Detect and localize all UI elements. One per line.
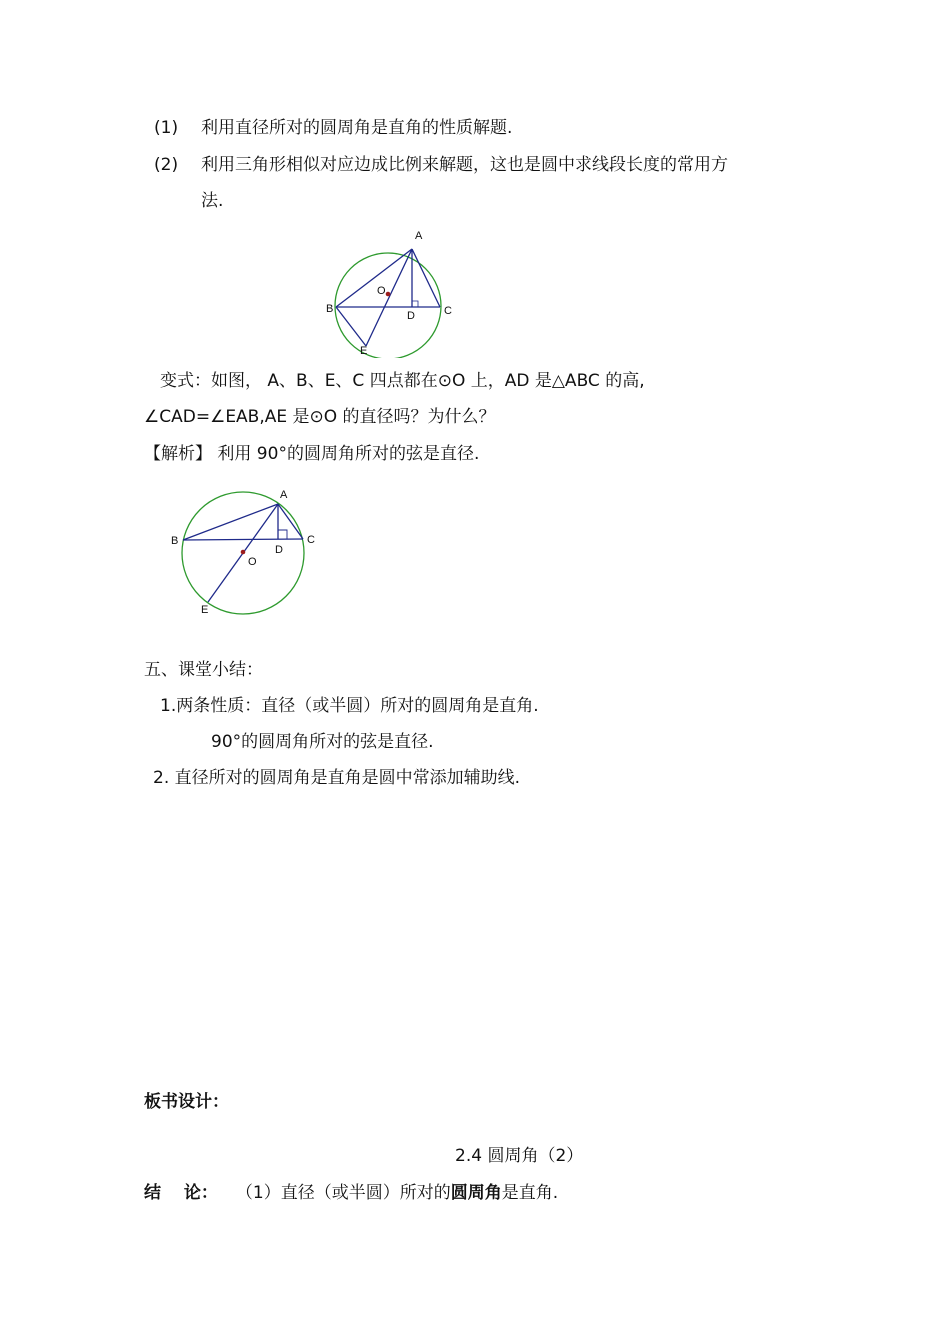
conclusion-text-post: 是直角.: [501, 1183, 559, 1203]
variant-line-2: ∠CAD=∠EAB,AE 是⊙O 的直径吗？为什么？: [144, 407, 496, 427]
board-title: 2.4 圆周角（2）: [455, 1146, 584, 1166]
summary-item-1: 1.两条性质：直径（或半圆）所对的圆周角是直角.: [160, 696, 539, 716]
label-o: O: [248, 556, 257, 568]
point-1-text: 利用直径所对的圆周角是直角的性质解题.: [201, 118, 513, 138]
summary-item-1-continuation: 90°的圆周角所对的弦是直径.: [211, 732, 434, 752]
segment-bc: [183, 539, 303, 540]
label-b: B: [171, 535, 179, 547]
summary-item-2: 2. 直径所对的圆周角是直角是圆中常添加辅助线.: [153, 768, 521, 788]
label-e: E: [201, 604, 209, 616]
label-a: A: [415, 230, 423, 242]
label-d: D: [275, 544, 283, 556]
conclusion-text-pre: （1）直径（或半圆）所对的: [235, 1183, 451, 1203]
point-2-continuation: 法.: [201, 191, 224, 211]
right-angle-mark: [412, 301, 418, 307]
segment-ab: [336, 249, 412, 307]
center-dot: [386, 292, 391, 297]
label-c: C: [444, 305, 452, 317]
segment-ae: [366, 249, 412, 346]
center-dot: [241, 550, 246, 555]
point-1-number: (1): [154, 118, 179, 138]
right-angle-mark: [278, 530, 287, 539]
label-d: D: [407, 310, 415, 322]
point-2-text: 利用三角形相似对应边成比例来解题，这也是圆中求线段长度的常用方: [201, 155, 728, 175]
segment-ab: [183, 504, 278, 540]
segment-be: [336, 307, 366, 346]
variant-line-1: 变式：如图， A、B、E、C 四点都在⊙O 上，AD 是△ABC 的高,: [160, 371, 645, 391]
summary-heading: 五、课堂小结：: [144, 660, 263, 680]
label-a: A: [280, 489, 288, 501]
conclusion-text-bold: 圆周角: [450, 1183, 502, 1203]
label-e: E: [360, 345, 368, 357]
circle-o: [335, 253, 441, 358]
label-b: B: [326, 303, 334, 315]
variant-analysis: 【解析】 利用 90°的圆周角所对的弦是直径.: [144, 444, 480, 464]
point-2-number: (2): [154, 155, 179, 175]
label-o: O: [377, 285, 386, 297]
segment-ac: [412, 249, 440, 307]
conclusion-label: 结 论：: [144, 1183, 218, 1203]
board-conclusion: [144, 1182, 558, 1204]
label-c: C: [307, 534, 315, 546]
board-heading: 板书设计：: [144, 1092, 229, 1112]
segment-ac: [278, 504, 303, 539]
geometry-figure-1: [320, 226, 470, 358]
geometry-figure-2: [165, 483, 325, 618]
